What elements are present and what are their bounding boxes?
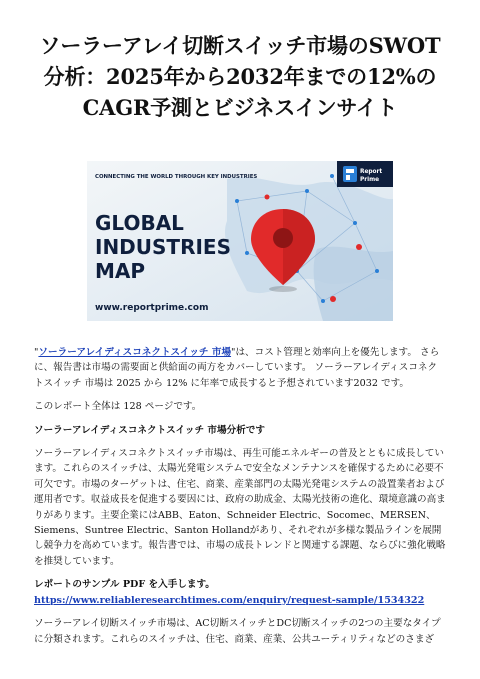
page-title: ソーラーアレイ切断スイッチ市場のSWOT分析：2025年から2032年までの12%のCAGR予測とビジネスインサイト [39, 33, 441, 120]
section-heading: ソーラーアレイディスコネクトスイッチ 市場分析です [34, 424, 265, 436]
sample-request-link[interactable]: https://www.reliableresearchtimes.com/enquiry/request-sample/1534322 [34, 594, 425, 606]
hero-line-industries: INDUSTRIES [95, 235, 231, 259]
banner-tagline: CONNECTING THE WORLD THROUGH KEY INDUSTRIES [95, 174, 258, 180]
hero-line-map: MAP [95, 259, 146, 283]
global-industries-map-graphic [87, 161, 393, 321]
types-paragraph: ソーラーアレイ切断スイッチ市場は、AC切断スイッチとDC切断スイッチの2つの主要なタイプに分類されます。これらのスイッチは、住宅、商業、産業、公共ユーティリティなどのさまざ [34, 618, 441, 645]
article-body [34, 345, 446, 647]
svg-text:Report: Report [360, 169, 383, 175]
sample-request-paragraph [34, 577, 446, 608]
intro-paragraph: "ソーラーアレイディスコネクトスイッチ 市場"は、コスト管理と効率向上を優先します。 さらに、報告書は市場の需要面と供給面の両方をカバーしています。 ソーラーアレイディスコネクトスイッチ 市場は 2025 から 12% に年率で成長すると予想されています2032 です。 [34, 347, 440, 389]
hero-url: www.reportprime.com [95, 303, 209, 313]
report-prime-logo [337, 161, 393, 187]
sample-pdf-label: レポートのサンプル PDF を入手します。 [34, 579, 215, 591]
market-link[interactable]: ソーラーアレイディスコネクトスイッチ 市場 [38, 347, 232, 358]
page-count-text: このレポート全体は 128 ページです。 [34, 401, 202, 413]
hero-line-global: GLOBAL [95, 211, 184, 235]
analysis-paragraph: ソーラーアレイディスコネクトスイッチ市場は、再生可能エネルギーの普及とともに成長しています。これらのスイッチは、太陽光発電システムで安全なメンテナンスを確保するために必要不可欠です。市場のターゲットは、住宅、商業、産業部門の太陽光発電システムの設置業者および運用者です。収益成長を促進する要因には、政府の助成金、太陽光技術の進化、環境意識の高まりがあります。主要企業にはABB、Eaton、Schneider Electric、Socomec、MERSEN、Siemens、Suntree Electric、Santon Hollandがあり、それぞれが多様な製品ラインを展開し競争力を高めています。報告書では、市場の成長トレンドと関連する課題、ならびに強化戦略を推奨しています。 [34, 448, 446, 567]
svg-text:Prime: Prime [360, 177, 380, 183]
hero-image [87, 161, 393, 321]
